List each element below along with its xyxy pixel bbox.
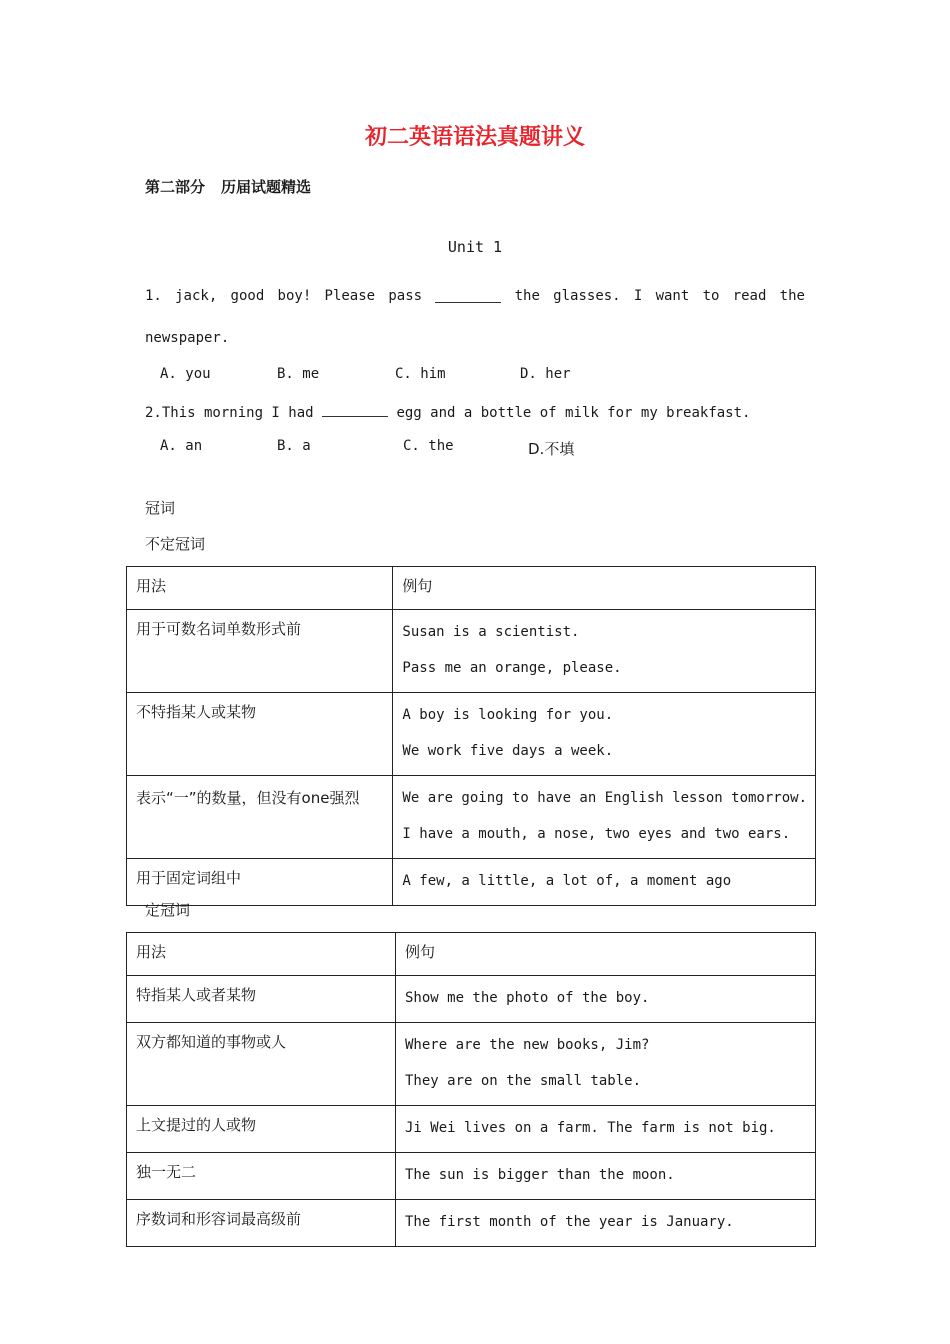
section-part-label: 第二部分 [145,178,206,196]
example-sentence: We are going to have an English lesson tomorrow. [402,790,807,806]
q1-word: to [702,288,720,304]
q1-word: 1. [145,288,162,304]
definite-article-table [126,932,816,1247]
table-row [127,693,816,776]
answer-blank[interactable] [435,288,501,303]
example-cell [396,1106,816,1153]
indefinite-article-table [126,566,816,906]
example-cell [396,1153,816,1200]
q1-word: I [633,288,643,304]
usage-cell: 表示“一”的数量，但没有one强烈 [127,776,393,859]
q2-option-a[interactable]: A. an [160,438,203,454]
example-cell [393,776,816,859]
example-sentence: Pass me an orange, please. [402,660,622,676]
q1-word: read [732,288,767,304]
column-header-usage: 用法 [127,933,396,976]
usage-cell: 不特指某人或某物 [127,693,393,776]
example-sentence: Ji Wei lives on a farm. The farm is not big. [405,1120,776,1136]
answer-blank[interactable] [322,402,388,417]
q1-word: the [779,288,805,304]
example-sentence: They are on the small table. [405,1073,642,1089]
q1-word: the [514,288,540,304]
question-1-continuation: newspaper. [145,330,230,346]
example-cell [393,693,816,776]
usage-cell: 双方都知道的事物或人 [127,1023,396,1106]
q2-option-b[interactable]: B. a [277,438,311,454]
table-row [127,610,816,693]
example-sentence: A few, a little, a lot of, a moment ago [402,873,732,889]
column-header-usage: 用法 [127,567,393,610]
q2-option-d[interactable]: D.不填 [528,440,575,458]
example-sentence: I have a mouth, a nose, two eyes and two ears. [402,826,791,842]
q2-text-before: 2.This morning I had [145,405,314,421]
table-row [127,976,816,1023]
usage-cell: 用于固定词组中 [127,859,393,906]
table-row [127,1106,816,1153]
q1-word: glasses. [553,288,621,304]
section-subtitle: 历届试题精选 [221,178,312,196]
q2-option-c[interactable]: C. the [403,438,454,454]
table-row [127,859,816,906]
q1-option-d[interactable]: D. her [520,366,571,382]
example-sentence: A boy is looking for you. [402,707,614,723]
example-cell [393,859,816,906]
document-title: 初二英语语法真题讲义 [364,125,585,150]
indefinite-article-heading: 不定冠词 [145,535,206,553]
column-header-example: 例句 [393,567,816,610]
table-header-row [127,567,816,610]
usage-cell: 用于可数名词单数形式前 [127,610,393,693]
example-cell [393,610,816,693]
example-sentence: The first month of the year is January. [405,1214,734,1230]
q2-text-after: egg and a bottle of milk for my breakfast. [396,405,751,421]
example-sentence: Show me the photo of the boy. [405,990,650,1006]
question-1-line [145,288,805,304]
example-sentence: We work five days a week. [402,743,614,759]
example-sentence: Where are the new books, Jim? [405,1037,650,1053]
q1-word: jack, [175,288,218,304]
example-sentence: The sun is bigger than the moon. [405,1167,675,1183]
table-row [127,1023,816,1106]
example-sentence: Susan is a scientist. [402,624,580,640]
q1-word: good [230,288,265,304]
example-cell [396,1200,816,1247]
q1-word: boy! [277,288,312,304]
question-2-line [145,402,750,421]
table-row [127,1200,816,1247]
table-row [127,1153,816,1200]
q1-option-c[interactable]: C. him [395,366,446,382]
example-cell [396,1023,816,1106]
q1-word: want [655,288,690,304]
definite-article-heading: 定冠词 [145,901,191,919]
usage-cell: 特指某人或者某物 [127,976,396,1023]
usage-cell: 上文提过的人或物 [127,1106,396,1153]
example-cell [396,976,816,1023]
unit-heading: Unit 1 [447,238,503,256]
q1-word: Please [324,288,376,304]
usage-cell: 独一无二 [127,1153,396,1200]
table-header-row [127,933,816,976]
table-row [127,776,816,859]
q1-option-a[interactable]: A. you [160,366,211,382]
usage-cell: 序数词和形容词最高级前 [127,1200,396,1247]
column-header-example: 例句 [396,933,816,976]
q1-word: pass [388,288,423,304]
articles-heading: 冠词 [145,499,176,517]
section-heading [145,176,311,197]
q1-option-b[interactable]: B. me [277,366,320,382]
